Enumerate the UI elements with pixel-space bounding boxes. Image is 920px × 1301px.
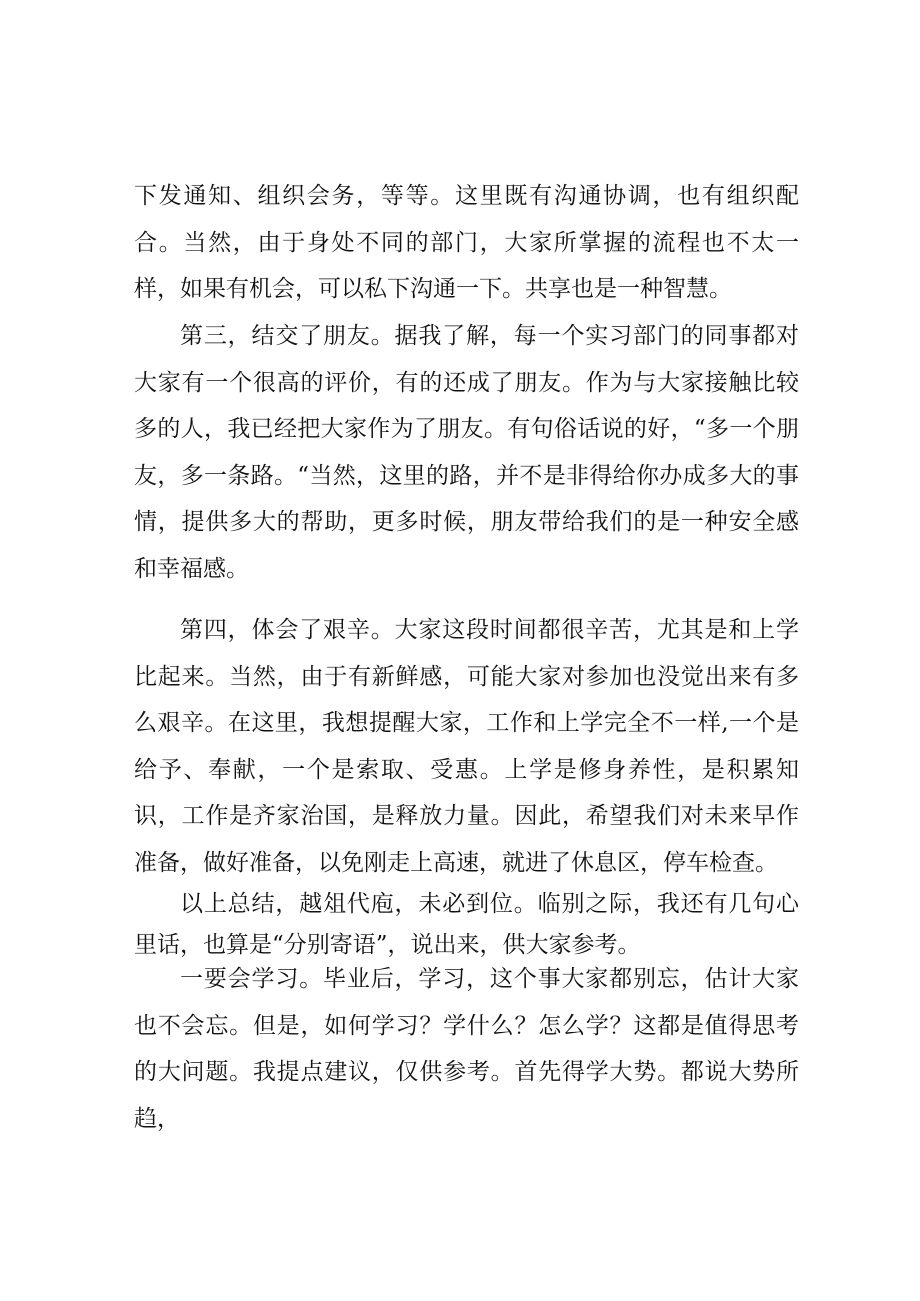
- paragraph-fourth-point: 第四，体会了艰辛。大家这段时间都很辛苦，尤其是和上学比起来。当然，由于有新鲜感，可能大家对参加也没觉出来有多么艰辛。在这里，我想提醒大家，工作和上学完全不一样,一个是给予、奉献，一个是索取、受惠。上学是修身养性，是积累知识，工作是齐家治国，是释放力量。因此，希望我们对未来早作准备，做好准备，以免刚走上高速，就进了休息区，停车检查。: [134, 617, 799, 876]
- paragraph-summary: 以上总结，越俎代庖，未必到位。临别之际，我还有几句心里话，也算是“分别寄语”，说出来，供大家参考。: [134, 891, 799, 958]
- paragraph-continuation: 下发通知、组织会务，等等。这里既有沟通协调，也有组织配合。当然，由于身处不同的部门，大家所掌握的流程也不太一样，如果有机会，可以私下沟通一下。共享也是一种智慧。: [134, 183, 799, 302]
- paragraph-third-point: 第三，结交了朋友。据我了解，每一个实习部门的同事都对大家有一个很高的评价，有的还成了朋友。作为与大家接触比较多的人，我已经把大家作为了朋友。有句俗话说的好，“多一个朋友，多一条路。“当然，这里的路，并不是非得给你办成多大的事情，提供多大的帮助，更多时候，朋友带给我们的是一种安全感和幸福感。: [134, 323, 799, 582]
- paragraph-first-advice: 一要会学习。毕业后，学习，这个事大家都别忘，估计大家也不会忘。但是，如何学习？学什么？怎么学？这都是值得思考的大问题。我提点建议，仅供参考。首先得学大势。都说大势所趋，: [134, 966, 799, 1132]
